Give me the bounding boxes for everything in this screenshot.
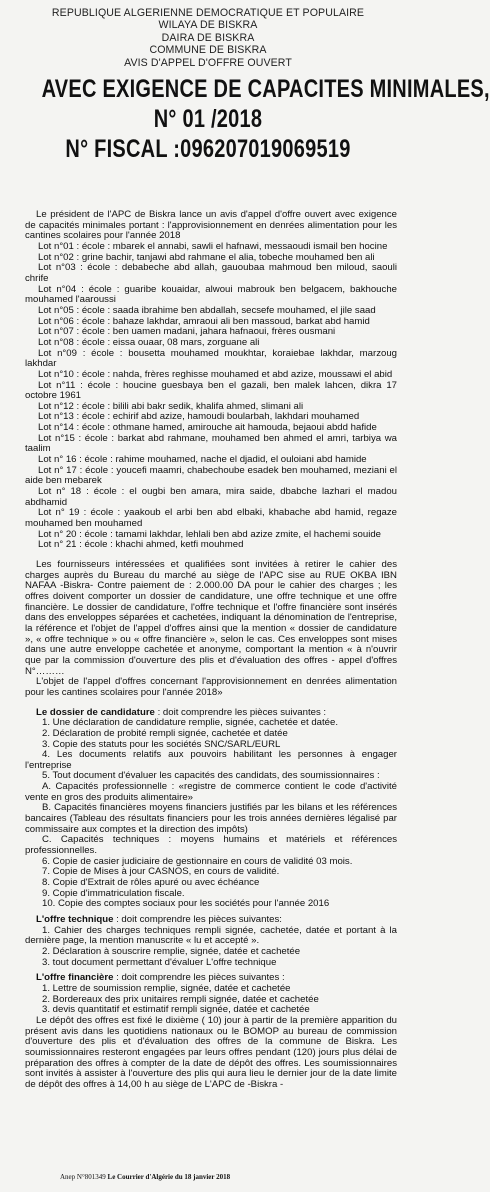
dossier-item: 7. Copie de Mises à jour CASNOS, en cours de validité. [42,866,280,878]
header-line-avis: AVIS D'APPEL D'OFFRE OUVERT [124,56,292,69]
header-line-commune: COMMUNE DE BISKRA [149,44,267,57]
dossier-item: C. Capacités techniques : moyens humains et matériels et références professionnelles. [25,834,397,857]
dossier-item: A. Capacités professionnelle : «registre de commerce contient le code d'activité vente en gros des produits alimentaire» [25,781,397,803]
title-block [0,75,490,164]
technique-heading-rest: : doit comprendre les pièces suivantes: [113,914,282,925]
header-line-daira: DAIRA DE BISKRA [161,31,255,44]
lot-item: Lot n° 18 : école : el ougbi ben amara, mira saide, dbabche lazhari el madou abdhamid [25,486,397,508]
lot-item: Lot n°06 : école : bahaze lakhdar, amraoui ali ben massoud, barkat abd hamid [38,315,370,327]
financiere-item: 1. Lettre de soumission remplie, signée, datée et cachetée [42,982,291,994]
footer-credit [60,1173,230,1181]
dossier-heading-rest: : doit comprendre les pièces suivantes : [154,706,327,718]
dossier-item: 4. Les documents relatifs aux pouvoirs habilitant les personnes à engager l'entreprise [25,749,397,771]
technique-items [25,926,397,969]
dossier-item: 10. Copie des comptes sociaux pour les sociétés pour l'année 2016 [42,898,330,910]
lot-item: Lot n°09 : école : bousetta mouhamed moukhtar, koraiebae lakhdar, marzoug lakhdar [25,347,397,370]
lot-item: Lot n° 17 : école : youcefi maamri, chabechoube esadek ben mouhamed, meziani el aide ben mebarek [25,464,397,487]
lot-item: Lot n°10 : école : nahda, frères reghisse mouhamed et abd azize, moussawi el abid [38,368,393,380]
lot-item: Lot n° 20 : école : tamami lakhdar, lehlali ben abd azize zmite, el hachemi souide [38,528,382,540]
dossier-item: B. Capacités financières moyens financiers justifiés par les bilans et les références bancaires (Tableau des résultats financiers pour les trois années dernières légalisé par commissaire aux comptes et la direction des impôts) [25,802,397,835]
financiere-item: 2. Bordereaux des prix unitaires rempli signée, datée et cachetée [42,993,319,1005]
technique-item: 1. Cahier des charges techniques rempli signée, cachetée, datée et portant à la dernière page, la mention manuscrite « lu et accepté ». [25,924,397,947]
deposit-paragraph: Le dépôt des offres est fixé le dixième ( 10) jour à partir de la première apparition du présent avis dans les quotidiens nationaux ou le BOMOP au bureau de commission d'ouverture des plis et d'évaluation des offres de la commune de Biskra. Les soumissionnaires resteront engagées par leurs offres pendant (120) jours plus délai de préparation des offres à compter de la date de dépôt des offres. Les soumissionnaires sont invités à assister à l'ouverture des plis qui aura lieu le dernier jour de la date limite de dépôt des offres à 14,00 h au siège de L'APC de -Biskra - [25,1014,397,1090]
lot-item: Lot n°03 : école : debabeche abd allah, gauoubaa mahmoud ben miloud, saouli chrife [25,262,397,284]
dossier-items [25,718,397,910]
watermark-logo [178,610,288,636]
lot-item: Lot n° 19 : école : yaakoub el arbi ben abd elbaki, khabache abd hamid, regaze mouhamed ben mouhamed [25,507,397,530]
intro-paragraph: Le président de l'APC de Biskra lance un avis d'appel d'offre ouvert avec exigence de capacités minimales portant : l'approvisionnement en denrées alimentation pour les cantines scolaires pour l'année 2018 [25,209,397,242]
lot-item: Lot n°11 : école : houcine guesbaya ben el gazali, ben malek lahcen, dikra 17 octobre 1961 [25,379,397,402]
financiere-item: 3. devis quantitatif et estimatif rempli signée, datée et cachetée [42,1004,310,1016]
lot-item: Lot n°13 : école : echirif abd azize, hamoudi boularbah, lakhdari mouhamed [38,411,360,423]
footer-journal: Le Courrier d'Algérie du 18 janvier 2018 [107,1173,231,1181]
header-line-wilaya: WILAYA DE BISKRA [158,19,258,32]
lot-item: Lot n°15 : école : barkat abd rahmane, mouhamed ben ahmed el amri, tarbiya wa taalim [25,432,397,455]
lot-item: Lot n°12 : école : bilili abi bakr sedik, khalifa ahmed, slimani ali [38,400,304,412]
lot-item: Lot n°14 : école : othmane hamed, amirouche ait hamouda, bejaoui abdd hafide [38,422,377,434]
lot-item: Lot n°04 : école : guaribe kouaidar, alwoui mabrouk ben belgacem, bakhouche mouhamed l'aaroussi [25,283,397,306]
lot-item: Lot n°07 : école : ben uamen madani, jahara hafnaoui, frères ousmani [38,326,336,338]
dossier-item: 6. Copie de casier judiciaire de gestionnaire en cours de validité 03 mois. [42,855,353,867]
dossier-item: 9. Copie d'immatriculation fiscale. [42,887,185,899]
object-paragraph: L'objet de l'appel d'offres concernant l'approvisionnement en denrées alimentation pour les cantines scolaires pour l'année 2018» [25,676,397,698]
title-line-number: N° 01 /2018 [153,105,263,134]
title-line-exigence: AVEC EXIGENCE DE CAPACITES MINIMALES, [41,75,490,104]
lot-item: Lot n°02 : grine bachir, tanjawi abd rahmane el alia, tobeche mouhamed ben ali [38,251,375,263]
financiere-items [25,984,397,1016]
lots-list [25,242,397,551]
financiere-heading-rest: : doit comprendre les pièces suivantes : [113,972,285,984]
header-block [0,7,416,69]
dossier-item: 1. Une déclaration de candidature remplie, signée, cachetée et datée. [42,717,339,729]
dossier-item: 2. Déclaration de probité rempli signée, cachetée et datée [42,727,288,739]
lot-item: Lot n°05 : école : saada ibrahime ben abdallah, secsefe mouhamed, el jile saad [38,304,376,316]
lot-item: Lot n° 21 : école : khachi ahmed, ketfi mouhmed [38,539,244,551]
dossier-item: 3. Copie des statuts pour les sociétés SNC/SARL/EURL [42,738,281,750]
lot-item: Lot n°08 : école : eissa ouaar, 08 mars, zorguane ali [38,336,260,348]
header-line-republic: REPUBLIQUE ALGERIENNE DEMOCRATIQUE ET POPULAIRE [51,7,365,19]
footer-anep: Anep N°801349 [60,1173,106,1181]
lot-item: Lot n° 16 : école : rahime mouhamed, nache el djadid, el ouloiani abd hamide [38,454,367,466]
lot-item: Lot n°01 : école : mbarek el annabi, sawli el hafnawi, messaoudi ismail ben hocine [38,240,388,252]
technique-item: 2. Déclaration à souscrire remplie, signée, datée et cachetée [42,945,301,957]
notice-body [25,210,397,1091]
financiere-heading-bold: L'offre financière [36,972,114,984]
dossier-item: 8. Copie d'Extrait de rôles apuré ou avec échéance [42,877,260,889]
suppliers-paragraph: Les fournisseurs intéressées et qualifiées sont invitées à retirer le cahier des charges auprès du Bureau du marché au siège de l'APC sise au RUE OKBA IBN NAFAA -Biskra- Contre paiement de : 2.000.00 DA pour le cahier des charges ; les offres doivent comporter un dossier de candidature, une offre technique et une offre financière. Le dossier de candidature, l'offre technique et l'offre financière sont insérés dans des enveloppes séparées et cachetées, indiquant la dénomination de l'entreprise, la référence et l'objet de l'appel d'offres ainsi que la mention « dossier de candidature », « offre technique » ou « offre financière », selon le cas. Ces enveloppes sont mises dans une autre enveloppe cachetée et anonyme, comportant la mention « à n'ouvrir que par la commission d'ouverture des plis et d'évaluation des offres - appel d'offres N°……… [25,559,397,677]
technique-item: 3. tout document permettant d'évaluer L'offre technique [42,956,277,968]
title-line-fiscal: N° FISCAL :096207019069519 [65,135,351,164]
technique-heading-bold: L'offre technique [36,914,114,925]
dossier-heading-bold: Le dossier de candidature [36,706,155,718]
dossier-item: 5. Tout document d'évaluer les capacités des candidats, des soumissionnaires : [42,770,380,782]
